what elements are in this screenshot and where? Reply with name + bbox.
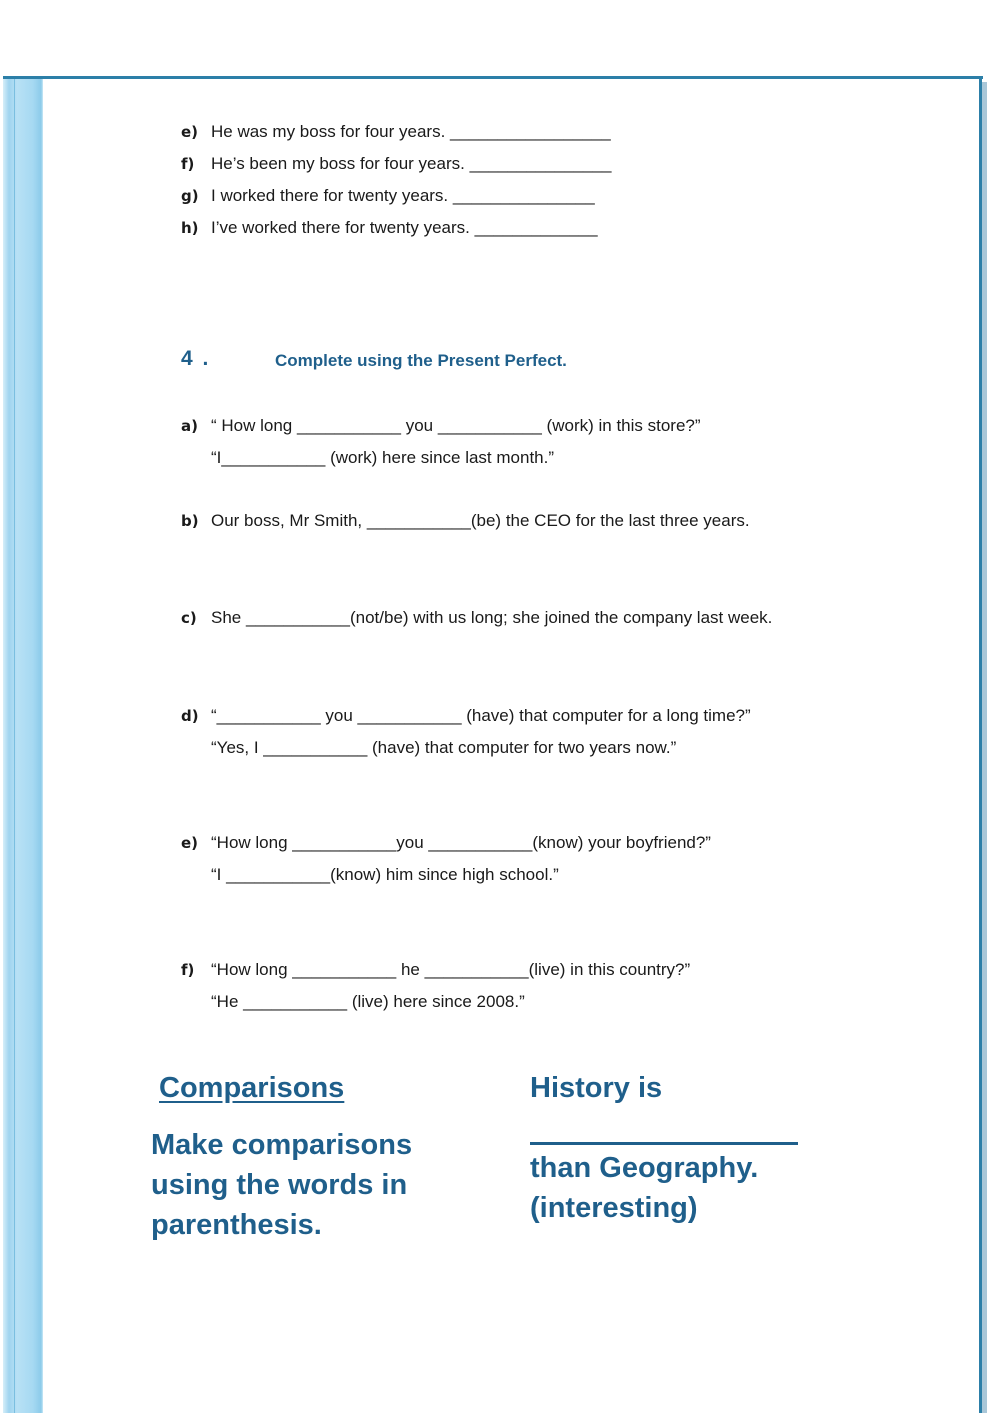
comparison-sentence-end: than Geography. (interesting) xyxy=(530,1152,759,1224)
item-label: d) xyxy=(181,707,199,725)
item-label: b) xyxy=(181,512,199,530)
item-text: She ___________(not/be) with us long; she joined the company last week. xyxy=(211,608,773,627)
item-text: I worked there for twenty years. _______________ xyxy=(211,186,595,205)
page-frame-top xyxy=(3,76,983,79)
page-spine-line xyxy=(14,79,15,1413)
item-label: e) xyxy=(181,834,199,852)
item-text: “How long ___________you ___________(know) your boyfriend?” xyxy=(211,833,711,852)
item-text-line2: “He ___________ (live) here since 2008.” xyxy=(211,992,525,1011)
item-text: Our boss, Mr Smith, ___________(be) the CEO for the last three years. xyxy=(211,511,750,530)
item-text-line2: “I ___________(know) him since high school.” xyxy=(211,865,559,884)
item-text: “How long ___________ he ___________(live) in this country?” xyxy=(211,960,691,979)
item-label: e) xyxy=(181,123,199,141)
answer-blank[interactable] xyxy=(530,1142,798,1145)
item-label: a) xyxy=(181,417,198,435)
item-text: He was my boss for four years. _________________ xyxy=(211,122,611,141)
item-text: I’ve worked there for twenty years. _____________ xyxy=(211,218,598,237)
comparisons-instruction: Make comparisons using the words in parenthesis. xyxy=(151,1129,413,1241)
item-label: g) xyxy=(181,187,199,205)
section-title: Complete using the Present Perfect. xyxy=(275,351,567,370)
comparison-sentence-start: History is xyxy=(530,1072,663,1104)
section-number: 4 . xyxy=(181,347,211,370)
item-label: f) xyxy=(181,961,195,979)
page-spine xyxy=(3,79,43,1413)
item-label: h) xyxy=(181,219,199,237)
comparisons-heading: Comparisons xyxy=(159,1072,345,1104)
page-frame-shadow xyxy=(982,82,987,1413)
item-text-line2: “I___________ (work) here since last month.” xyxy=(211,448,555,467)
item-text-line2: “Yes, I ___________ (have) that computer for two years now.” xyxy=(211,738,677,757)
item-text: “___________ you ___________ (have) that computer for a long time?” xyxy=(211,706,751,725)
item-label: c) xyxy=(181,609,197,627)
item-text: He’s been my boss for four years. _______________ xyxy=(211,154,612,173)
item-label: f) xyxy=(181,155,195,173)
item-text: “ How long ___________ you ___________ (work) in this store?” xyxy=(211,416,701,435)
